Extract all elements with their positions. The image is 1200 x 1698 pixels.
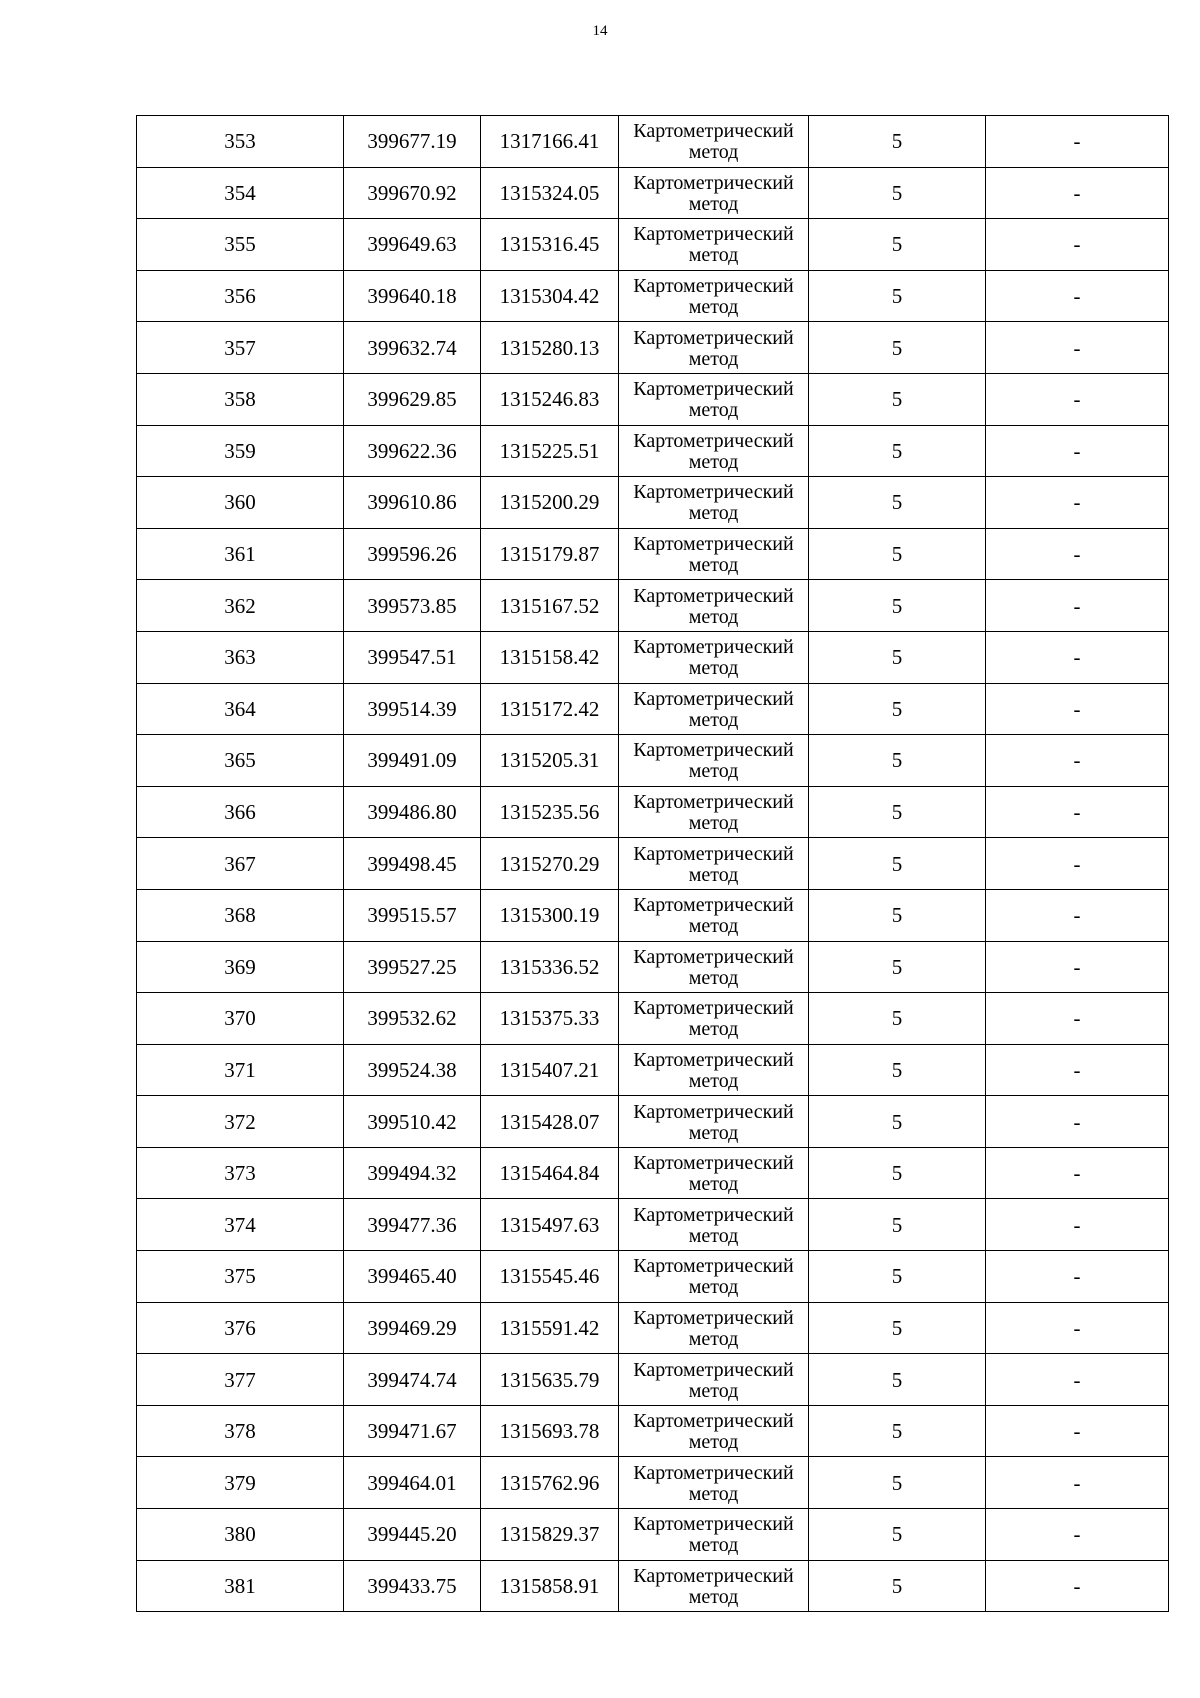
note-cell: - [986, 838, 1169, 890]
y-coordinate-cell: 1315407.21 [481, 1044, 619, 1096]
method-cell [619, 786, 809, 838]
y-coordinate-cell: 1315246.83 [481, 373, 619, 425]
table-row [137, 580, 1169, 632]
note-cell: - [986, 580, 1169, 632]
method-line-2: метод [688, 1482, 739, 1505]
method-line-2: метод [688, 1018, 739, 1041]
point-number-cell: 367 [137, 838, 344, 890]
method-line-2: метод [688, 1534, 739, 1557]
table-row [137, 786, 1169, 838]
method-line-1: Картометрический [633, 1048, 794, 1071]
accuracy-cell: 5 [809, 941, 986, 993]
method-line-1: Картометрический [633, 1410, 794, 1433]
y-coordinate-cell: 1315693.78 [481, 1405, 619, 1457]
method-cell [619, 1096, 809, 1148]
point-number-cell: 356 [137, 270, 344, 322]
x-coordinate-cell: 399632.74 [344, 322, 481, 374]
accuracy-cell: 5 [809, 838, 986, 890]
note-cell: - [986, 1302, 1169, 1354]
method-line-2: метод [688, 192, 739, 215]
table-row [137, 631, 1169, 683]
method-line-2: метод [688, 1069, 739, 1092]
accuracy-cell: 5 [809, 1457, 986, 1509]
note-cell: - [986, 1251, 1169, 1303]
method-line-1: Картометрический [633, 894, 794, 917]
note-cell: - [986, 528, 1169, 580]
table-row [137, 1044, 1169, 1096]
method-cell [619, 1457, 809, 1509]
method-line-2: метод [688, 863, 739, 886]
method-cell [619, 1354, 809, 1406]
method-line-2: метод [688, 1431, 739, 1454]
coordinates-table [136, 115, 1169, 1612]
x-coordinate-cell: 399677.19 [344, 116, 481, 168]
table-row [137, 1302, 1169, 1354]
point-number-cell: 377 [137, 1354, 344, 1406]
method-line-2: метод [688, 399, 739, 422]
method-line-1: Картометрический [633, 945, 794, 968]
x-coordinate-cell: 399670.92 [344, 167, 481, 219]
point-number-cell: 372 [137, 1096, 344, 1148]
note-cell: - [986, 631, 1169, 683]
accuracy-cell: 5 [809, 683, 986, 735]
accuracy-cell: 5 [809, 1044, 986, 1096]
method-line-1: Картометрический [633, 533, 794, 556]
note-cell: - [986, 993, 1169, 1045]
y-coordinate-cell: 1315270.29 [481, 838, 619, 890]
point-number-cell: 357 [137, 322, 344, 374]
table-row [137, 1147, 1169, 1199]
table-row [137, 838, 1169, 890]
point-number-cell: 362 [137, 580, 344, 632]
method-cell [619, 116, 809, 168]
x-coordinate-cell: 399465.40 [344, 1251, 481, 1303]
y-coordinate-cell: 1315591.42 [481, 1302, 619, 1354]
method-line-1: Картометрический [633, 842, 794, 865]
accuracy-cell: 5 [809, 1199, 986, 1251]
method-cell [619, 477, 809, 529]
y-coordinate-cell: 1315829.37 [481, 1509, 619, 1561]
method-line-1: Картометрический [633, 120, 794, 143]
method-cell [619, 1509, 809, 1561]
method-cell [619, 580, 809, 632]
point-number-cell: 361 [137, 528, 344, 580]
y-coordinate-cell: 1315205.31 [481, 735, 619, 787]
method-line-1: Картометрический [633, 1358, 794, 1381]
x-coordinate-cell: 399640.18 [344, 270, 481, 322]
method-cell [619, 1251, 809, 1303]
note-cell: - [986, 1560, 1169, 1612]
method-line-2: метод [688, 554, 739, 577]
method-cell [619, 270, 809, 322]
method-line-2: метод [688, 966, 739, 989]
note-cell: - [986, 425, 1169, 477]
accuracy-cell: 5 [809, 1509, 986, 1561]
accuracy-cell: 5 [809, 167, 986, 219]
method-line-2: метод [688, 347, 739, 370]
method-line-2: метод [688, 1173, 739, 1196]
method-line-1: Картометрический [633, 791, 794, 814]
method-line-2: метод [688, 1327, 739, 1350]
accuracy-cell: 5 [809, 1560, 986, 1612]
table-row [137, 425, 1169, 477]
note-cell: - [986, 1405, 1169, 1457]
method-line-1: Картометрический [633, 1461, 794, 1484]
table-row [137, 1560, 1169, 1612]
method-cell [619, 631, 809, 683]
y-coordinate-cell: 1315428.07 [481, 1096, 619, 1148]
note-cell: - [986, 941, 1169, 993]
method-line-1: Картометрический [633, 171, 794, 194]
x-coordinate-cell: 399547.51 [344, 631, 481, 683]
method-line-2: метод [688, 141, 739, 164]
method-cell [619, 941, 809, 993]
x-coordinate-cell: 399515.57 [344, 889, 481, 941]
method-line-2: метод [688, 760, 739, 783]
method-cell [619, 1302, 809, 1354]
accuracy-cell: 5 [809, 477, 986, 529]
x-coordinate-cell: 399527.25 [344, 941, 481, 993]
method-line-2: метод [688, 657, 739, 680]
coordinates-table-body [137, 116, 1169, 1612]
table-row [137, 993, 1169, 1045]
y-coordinate-cell: 1315316.45 [481, 219, 619, 271]
point-number-cell: 378 [137, 1405, 344, 1457]
method-line-1: Картометрический [633, 481, 794, 504]
method-cell [619, 1405, 809, 1457]
accuracy-cell: 5 [809, 116, 986, 168]
method-cell [619, 425, 809, 477]
point-number-cell: 364 [137, 683, 344, 735]
x-coordinate-cell: 399494.32 [344, 1147, 481, 1199]
y-coordinate-cell: 1315167.52 [481, 580, 619, 632]
method-line-1: Картометрический [633, 1564, 794, 1587]
accuracy-cell: 5 [809, 270, 986, 322]
table-row [137, 683, 1169, 735]
table-row [137, 1096, 1169, 1148]
note-cell: - [986, 270, 1169, 322]
x-coordinate-cell: 399474.74 [344, 1354, 481, 1406]
accuracy-cell: 5 [809, 889, 986, 941]
page-number: 14 [592, 23, 608, 39]
accuracy-cell: 5 [809, 993, 986, 1045]
y-coordinate-cell: 1315304.42 [481, 270, 619, 322]
table-row [137, 322, 1169, 374]
method-line-2: метод [688, 502, 739, 525]
accuracy-cell: 5 [809, 373, 986, 425]
accuracy-cell: 5 [809, 1147, 986, 1199]
accuracy-cell: 5 [809, 1354, 986, 1406]
method-line-2: метод [688, 1224, 739, 1247]
y-coordinate-cell: 1315172.42 [481, 683, 619, 735]
point-number-cell: 373 [137, 1147, 344, 1199]
accuracy-cell: 5 [809, 631, 986, 683]
accuracy-cell: 5 [809, 219, 986, 271]
point-number-cell: 368 [137, 889, 344, 941]
point-number-cell: 360 [137, 477, 344, 529]
accuracy-cell: 5 [809, 1096, 986, 1148]
table-row [137, 528, 1169, 580]
y-coordinate-cell: 1315280.13 [481, 322, 619, 374]
y-coordinate-cell: 1315324.05 [481, 167, 619, 219]
method-cell [619, 528, 809, 580]
method-line-1: Картометрический [633, 429, 794, 452]
point-number-cell: 379 [137, 1457, 344, 1509]
method-line-1: Картометрический [633, 636, 794, 659]
table-row [137, 941, 1169, 993]
method-line-2: метод [688, 708, 739, 731]
y-coordinate-cell: 1315464.84 [481, 1147, 619, 1199]
method-cell [619, 1560, 809, 1612]
point-number-cell: 374 [137, 1199, 344, 1251]
table-row [137, 1457, 1169, 1509]
x-coordinate-cell: 399464.01 [344, 1457, 481, 1509]
x-coordinate-cell: 399498.45 [344, 838, 481, 890]
note-cell: - [986, 116, 1169, 168]
x-coordinate-cell: 399469.29 [344, 1302, 481, 1354]
x-coordinate-cell: 399524.38 [344, 1044, 481, 1096]
table-row [137, 219, 1169, 271]
method-line-1: Картометрический [633, 997, 794, 1020]
method-cell [619, 838, 809, 890]
method-line-2: метод [688, 1585, 739, 1608]
x-coordinate-cell: 399629.85 [344, 373, 481, 425]
point-number-cell: 359 [137, 425, 344, 477]
y-coordinate-cell: 1315200.29 [481, 477, 619, 529]
y-coordinate-cell: 1315375.33 [481, 993, 619, 1045]
accuracy-cell: 5 [809, 1302, 986, 1354]
note-cell: - [986, 1199, 1169, 1251]
x-coordinate-cell: 399445.20 [344, 1509, 481, 1561]
y-coordinate-cell: 1315225.51 [481, 425, 619, 477]
note-cell: - [986, 1354, 1169, 1406]
note-cell: - [986, 683, 1169, 735]
note-cell: - [986, 735, 1169, 787]
table-row [137, 477, 1169, 529]
method-line-1: Картометрический [633, 378, 794, 401]
x-coordinate-cell: 399532.62 [344, 993, 481, 1045]
x-coordinate-cell: 399491.09 [344, 735, 481, 787]
accuracy-cell: 5 [809, 580, 986, 632]
y-coordinate-cell: 1315762.96 [481, 1457, 619, 1509]
method-cell [619, 735, 809, 787]
x-coordinate-cell: 399477.36 [344, 1199, 481, 1251]
note-cell: - [986, 1509, 1169, 1561]
y-coordinate-cell: 1315179.87 [481, 528, 619, 580]
table-row [137, 1509, 1169, 1561]
method-cell [619, 373, 809, 425]
accuracy-cell: 5 [809, 735, 986, 787]
method-line-1: Картометрический [633, 1152, 794, 1175]
point-number-cell: 358 [137, 373, 344, 425]
accuracy-cell: 5 [809, 1251, 986, 1303]
method-line-1: Картометрический [633, 1100, 794, 1123]
point-number-cell: 365 [137, 735, 344, 787]
point-number-cell: 355 [137, 219, 344, 271]
accuracy-cell: 5 [809, 322, 986, 374]
note-cell: - [986, 1044, 1169, 1096]
table-row [137, 167, 1169, 219]
y-coordinate-cell: 1315497.63 [481, 1199, 619, 1251]
note-cell: - [986, 219, 1169, 271]
table-row [137, 373, 1169, 425]
point-number-cell: 353 [137, 116, 344, 168]
note-cell: - [986, 167, 1169, 219]
method-cell [619, 167, 809, 219]
method-line-2: метод [688, 605, 739, 628]
method-line-2: метод [688, 244, 739, 267]
note-cell: - [986, 477, 1169, 529]
y-coordinate-cell: 1315635.79 [481, 1354, 619, 1406]
x-coordinate-cell: 399486.80 [344, 786, 481, 838]
y-coordinate-cell: 1317166.41 [481, 116, 619, 168]
accuracy-cell: 5 [809, 1405, 986, 1457]
method-line-2: метод [688, 1379, 739, 1402]
y-coordinate-cell: 1315235.56 [481, 786, 619, 838]
x-coordinate-cell: 399510.42 [344, 1096, 481, 1148]
note-cell: - [986, 373, 1169, 425]
table-row [137, 1354, 1169, 1406]
table-row [137, 116, 1169, 168]
method-line-1: Картометрический [633, 326, 794, 349]
method-cell [619, 1044, 809, 1096]
method-line-1: Картометрический [633, 223, 794, 246]
note-cell: - [986, 1457, 1169, 1509]
method-cell [619, 219, 809, 271]
x-coordinate-cell: 399596.26 [344, 528, 481, 580]
method-line-1: Картометрический [633, 1513, 794, 1536]
method-line-1: Картометрический [633, 687, 794, 710]
method-cell [619, 683, 809, 735]
x-coordinate-cell: 399471.67 [344, 1405, 481, 1457]
point-number-cell: 369 [137, 941, 344, 993]
y-coordinate-cell: 1315336.52 [481, 941, 619, 993]
point-number-cell: 381 [137, 1560, 344, 1612]
table-row [137, 1251, 1169, 1303]
method-line-2: метод [688, 812, 739, 835]
method-cell [619, 322, 809, 374]
note-cell: - [986, 786, 1169, 838]
point-number-cell: 375 [137, 1251, 344, 1303]
method-line-1: Картометрический [633, 1306, 794, 1329]
table-row [137, 1199, 1169, 1251]
point-number-cell: 371 [137, 1044, 344, 1096]
note-cell: - [986, 322, 1169, 374]
point-number-cell: 370 [137, 993, 344, 1045]
accuracy-cell: 5 [809, 528, 986, 580]
point-number-cell: 380 [137, 1509, 344, 1561]
note-cell: - [986, 1147, 1169, 1199]
x-coordinate-cell: 399649.63 [344, 219, 481, 271]
method-line-2: метод [688, 915, 739, 938]
method-line-2: метод [688, 1121, 739, 1144]
method-line-1: Картометрический [633, 1255, 794, 1278]
x-coordinate-cell: 399610.86 [344, 477, 481, 529]
method-line-2: метод [688, 1276, 739, 1299]
method-cell [619, 993, 809, 1045]
y-coordinate-cell: 1315858.91 [481, 1560, 619, 1612]
y-coordinate-cell: 1315545.46 [481, 1251, 619, 1303]
point-number-cell: 363 [137, 631, 344, 683]
y-coordinate-cell: 1315300.19 [481, 889, 619, 941]
point-number-cell: 376 [137, 1302, 344, 1354]
accuracy-cell: 5 [809, 425, 986, 477]
note-cell: - [986, 1096, 1169, 1148]
table-row [137, 1405, 1169, 1457]
x-coordinate-cell: 399433.75 [344, 1560, 481, 1612]
note-cell: - [986, 889, 1169, 941]
y-coordinate-cell: 1315158.42 [481, 631, 619, 683]
method-line-1: Картометрический [633, 275, 794, 298]
method-line-1: Картометрический [633, 584, 794, 607]
method-line-2: метод [688, 296, 739, 319]
x-coordinate-cell: 399573.85 [344, 580, 481, 632]
method-line-1: Картометрический [633, 1203, 794, 1226]
point-number-cell: 366 [137, 786, 344, 838]
x-coordinate-cell: 399514.39 [344, 683, 481, 735]
method-line-1: Картометрический [633, 739, 794, 762]
accuracy-cell: 5 [809, 786, 986, 838]
method-cell [619, 889, 809, 941]
point-number-cell: 354 [137, 167, 344, 219]
method-line-2: метод [688, 450, 739, 473]
table-row [137, 889, 1169, 941]
method-cell [619, 1199, 809, 1251]
x-coordinate-cell: 399622.36 [344, 425, 481, 477]
table-row [137, 270, 1169, 322]
table-row [137, 735, 1169, 787]
method-cell [619, 1147, 809, 1199]
